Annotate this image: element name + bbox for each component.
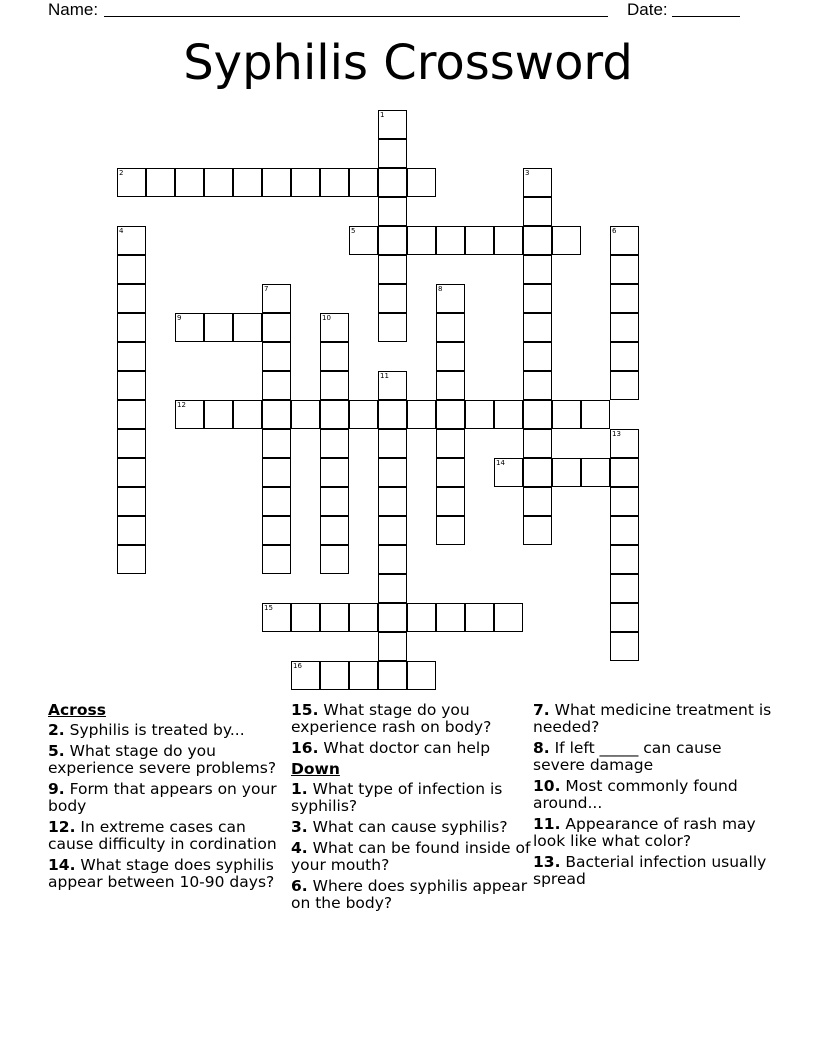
clue-item-number: 12. (48, 818, 76, 836)
crossword-cell[interactable] (610, 574, 639, 603)
clue-item-text: What stage do you experience rash on body? (291, 701, 492, 736)
crossword-cell[interactable] (262, 284, 291, 313)
crossword-cell[interactable] (523, 168, 552, 197)
crossword-cell[interactable] (262, 400, 291, 429)
crossword-cell[interactable] (494, 603, 523, 632)
clue-number: 7 (264, 285, 269, 293)
clue-item (48, 819, 288, 853)
crossword-cell[interactable] (378, 110, 407, 139)
crossword-cell[interactable] (436, 516, 465, 545)
clue-item-text: Syphilis is treated by... (64, 721, 245, 739)
crossword-cell[interactable] (117, 429, 146, 458)
clue-item-number: 9. (48, 780, 65, 798)
crossword-cell[interactable] (378, 632, 407, 661)
clue-number: 11 (380, 372, 389, 380)
clue-number: 4 (119, 227, 124, 235)
crossword-cell[interactable] (523, 429, 552, 458)
crossword-cell[interactable] (291, 661, 320, 690)
clue-item (533, 740, 773, 774)
crossword-cell[interactable] (262, 458, 291, 487)
crossword-cell[interactable] (320, 313, 349, 342)
crossword-cell[interactable] (552, 400, 581, 429)
crossword-cell[interactable] (117, 545, 146, 574)
crossword-cell[interactable] (320, 429, 349, 458)
crossword-cell[interactable] (320, 603, 349, 632)
crossword-cell[interactable] (146, 168, 175, 197)
crossword-cell[interactable] (407, 603, 436, 632)
crossword-cell[interactable] (436, 487, 465, 516)
clue-item (533, 816, 773, 850)
clue-item-text: What can cause syphilis? (307, 818, 508, 836)
crossword-cell[interactable] (117, 255, 146, 284)
crossword-cell[interactable] (117, 342, 146, 371)
clue-item-number: 10. (533, 777, 561, 795)
crossword-cell[interactable] (436, 226, 465, 255)
crossword-cell[interactable] (204, 168, 233, 197)
clue-item-text: What medicine treatment is needed? (533, 701, 772, 736)
clue-number: 15 (264, 604, 273, 612)
crossword-cell[interactable] (436, 371, 465, 400)
crossword-cell[interactable] (291, 168, 320, 197)
clue-number: 12 (177, 401, 186, 409)
crossword-cell[interactable] (378, 458, 407, 487)
crossword-cell[interactable] (320, 545, 349, 574)
clue-item-text: Appearance of rash may look like what color? (533, 815, 756, 850)
clue-item (533, 702, 773, 736)
clue-item-number: 1. (291, 780, 308, 798)
crossword-cell[interactable] (175, 400, 204, 429)
crossword-cell[interactable] (117, 313, 146, 342)
clues-column-2 (291, 702, 531, 916)
clue-item (291, 878, 531, 912)
crossword-cell[interactable] (436, 458, 465, 487)
crossword-cell[interactable] (610, 516, 639, 545)
crossword-cell[interactable] (233, 313, 262, 342)
clue-item (291, 819, 531, 836)
clue-number: 3 (525, 169, 530, 177)
crossword-cell[interactable] (291, 400, 320, 429)
clue-item (48, 743, 288, 777)
name-label: Name: (48, 0, 99, 19)
crossword-cell[interactable] (523, 313, 552, 342)
clue-item-text: In extreme cases can cause difficulty in cordination (48, 818, 277, 853)
clue-item-text: What type of infection is syphilis? (291, 780, 503, 815)
crossword-cell[interactable] (552, 226, 581, 255)
crossword-cell[interactable] (117, 487, 146, 516)
clue-item (291, 781, 531, 815)
crossword-cell[interactable] (610, 545, 639, 574)
crossword-cell[interactable] (436, 342, 465, 371)
crossword-cell[interactable] (378, 284, 407, 313)
clue-item-text: What stage do you experience severe problems? (48, 742, 277, 777)
crossword-cell[interactable] (407, 661, 436, 690)
crossword-cell[interactable] (407, 168, 436, 197)
crossword-cell[interactable] (378, 226, 407, 255)
clue-item-text: If left _____ can cause severe damage (533, 739, 722, 774)
clue-item-number: 14. (48, 856, 76, 874)
across-clue-list-continued (291, 702, 531, 757)
clues-column-3 (533, 702, 773, 892)
clue-item-number: 3. (291, 818, 308, 836)
crossword-cell[interactable] (523, 197, 552, 226)
clue-item-number: 11. (533, 815, 561, 833)
crossword-cell[interactable] (610, 487, 639, 516)
clue-item (533, 854, 773, 888)
crossword-cell[interactable] (262, 516, 291, 545)
clue-number: 14 (496, 459, 505, 467)
clue-item-text: Most commonly found around... (533, 777, 738, 812)
crossword-cell[interactable] (494, 400, 523, 429)
crossword-cell[interactable] (349, 603, 378, 632)
clue-item-text: Form that appears on your body (48, 780, 277, 815)
crossword-cell[interactable] (378, 545, 407, 574)
clue-number: 2 (119, 169, 124, 177)
down-clue-list (291, 781, 531, 912)
page-title: Syphilis Crossword (183, 35, 633, 91)
clue-number: 5 (351, 227, 356, 235)
crossword-cell[interactable] (610, 429, 639, 458)
clue-item (291, 702, 531, 736)
crossword-cell[interactable] (320, 661, 349, 690)
crossword-cell[interactable] (610, 284, 639, 313)
crossword-cell[interactable] (378, 139, 407, 168)
clue-item-text: What doctor can help (318, 739, 491, 757)
crossword-cell[interactable] (465, 226, 494, 255)
crossword-cell[interactable] (320, 342, 349, 371)
clue-number: 16 (293, 662, 302, 670)
crossword-cell[interactable] (320, 371, 349, 400)
crossword-cell[interactable] (204, 313, 233, 342)
clue-item-number: 2. (48, 721, 65, 739)
crossword-cell[interactable] (436, 313, 465, 342)
crossword-cell[interactable] (233, 168, 262, 197)
clue-item-number: 7. (533, 701, 550, 719)
clue-item-number: 5. (48, 742, 65, 760)
crossword-cell[interactable] (117, 284, 146, 313)
crossword-cell[interactable] (378, 313, 407, 342)
crossword-cell[interactable] (233, 400, 262, 429)
crossword-cell[interactable] (436, 400, 465, 429)
crossword-cell[interactable] (523, 255, 552, 284)
crossword-cell[interactable] (320, 487, 349, 516)
crossword-cell[interactable] (378, 661, 407, 690)
crossword-cell[interactable] (581, 458, 610, 487)
crossword-cell[interactable] (581, 400, 610, 429)
clues-column-1 (48, 702, 288, 895)
crossword-cell[interactable] (610, 458, 639, 487)
date-label: Date: (627, 0, 668, 19)
clue-item-number: 8. (533, 739, 550, 757)
crossword-cell[interactable] (610, 603, 639, 632)
across-heading: Across (48, 701, 106, 719)
down-clue-list-continued (533, 702, 773, 888)
clue-item (533, 778, 773, 812)
clue-item-number: 4. (291, 839, 308, 857)
crossword-cell[interactable] (610, 342, 639, 371)
crossword-cell[interactable] (523, 284, 552, 313)
crossword-cell[interactable] (262, 487, 291, 516)
clue-item-number: 13. (533, 853, 561, 871)
crossword-cell[interactable] (117, 226, 146, 255)
clue-number: 9 (177, 314, 182, 322)
crossword-cell[interactable] (378, 371, 407, 400)
clue-item (48, 781, 288, 815)
crossword-cell[interactable] (378, 487, 407, 516)
crossword-cell[interactable] (117, 516, 146, 545)
crossword-cell[interactable] (610, 371, 639, 400)
crossword-cell[interactable] (320, 168, 349, 197)
crossword-cell[interactable] (320, 400, 349, 429)
crossword-cell[interactable] (378, 516, 407, 545)
crossword-cell[interactable] (465, 400, 494, 429)
across-clue-list (48, 722, 288, 891)
crossword-cell[interactable] (407, 400, 436, 429)
crossword-cell[interactable] (523, 342, 552, 371)
crossword-cell[interactable] (378, 400, 407, 429)
clue-item-number: 15. (291, 701, 319, 719)
crossword-cell[interactable] (262, 313, 291, 342)
clue-item-number: 6. (291, 877, 308, 895)
crossword-cell[interactable] (523, 226, 552, 255)
crossword-cell[interactable] (465, 603, 494, 632)
crossword-cell[interactable] (262, 603, 291, 632)
clue-item-text: Bacterial infection usually spread (533, 853, 767, 888)
crossword-cell[interactable] (523, 487, 552, 516)
clue-number: 10 (322, 314, 331, 322)
crossword-cell[interactable] (436, 284, 465, 313)
crossword-cell[interactable] (378, 429, 407, 458)
crossword-cell[interactable] (117, 371, 146, 400)
clue-item (291, 740, 531, 757)
crossword-cell[interactable] (610, 226, 639, 255)
clue-item (48, 857, 288, 891)
clue-number: 8 (438, 285, 443, 293)
clue-item-text: Where does syphilis appear on the body? (291, 877, 528, 912)
crossword-cell[interactable] (320, 516, 349, 545)
clue-item (48, 722, 288, 739)
crossword-cell[interactable] (175, 313, 204, 342)
crossword-cell[interactable] (378, 255, 407, 284)
crossword-cell[interactable] (262, 342, 291, 371)
crossword-cell[interactable] (320, 458, 349, 487)
crossword-cell[interactable] (436, 603, 465, 632)
clue-item-number: 16. (291, 739, 319, 757)
crossword-cell[interactable] (378, 574, 407, 603)
crossword-cell[interactable] (262, 429, 291, 458)
crossword-cell[interactable] (349, 400, 378, 429)
crossword-cell[interactable] (262, 371, 291, 400)
clue-item-text: What can be found inside of your mouth? (291, 839, 531, 874)
crossword-cell[interactable] (523, 458, 552, 487)
crossword-cell[interactable] (523, 371, 552, 400)
crossword-cell[interactable] (523, 516, 552, 545)
clue-item (291, 840, 531, 874)
down-heading: Down (291, 760, 340, 778)
crossword-cell[interactable] (494, 226, 523, 255)
crossword-cell[interactable] (523, 400, 552, 429)
crossword-cell[interactable] (378, 603, 407, 632)
crossword-cell[interactable] (610, 255, 639, 284)
crossword-cell[interactable] (610, 313, 639, 342)
crossword-cell[interactable] (349, 661, 378, 690)
crossword-cell[interactable] (262, 168, 291, 197)
crossword-cell[interactable] (407, 226, 436, 255)
clue-number: 6 (612, 227, 617, 235)
clue-item-text: What stage does syphilis appear between 10-90 days? (48, 856, 275, 891)
crossword-cell[interactable] (378, 168, 407, 197)
crossword-cell[interactable] (349, 168, 378, 197)
crossword-cell[interactable] (117, 458, 146, 487)
crossword-cell[interactable] (436, 429, 465, 458)
crossword-cell[interactable] (349, 226, 378, 255)
clue-number: 1 (380, 111, 385, 119)
crossword-cell[interactable] (117, 400, 146, 429)
crossword-cell[interactable] (117, 168, 146, 197)
clue-number: 13 (612, 430, 621, 438)
crossword-cell[interactable] (204, 400, 233, 429)
crossword-cell[interactable] (494, 458, 523, 487)
crossword-cell[interactable] (552, 458, 581, 487)
crossword-cell[interactable] (175, 168, 204, 197)
crossword-cell[interactable] (262, 545, 291, 574)
crossword-cell[interactable] (291, 603, 320, 632)
crossword-cell[interactable] (378, 197, 407, 226)
crossword-cell[interactable] (610, 632, 639, 661)
